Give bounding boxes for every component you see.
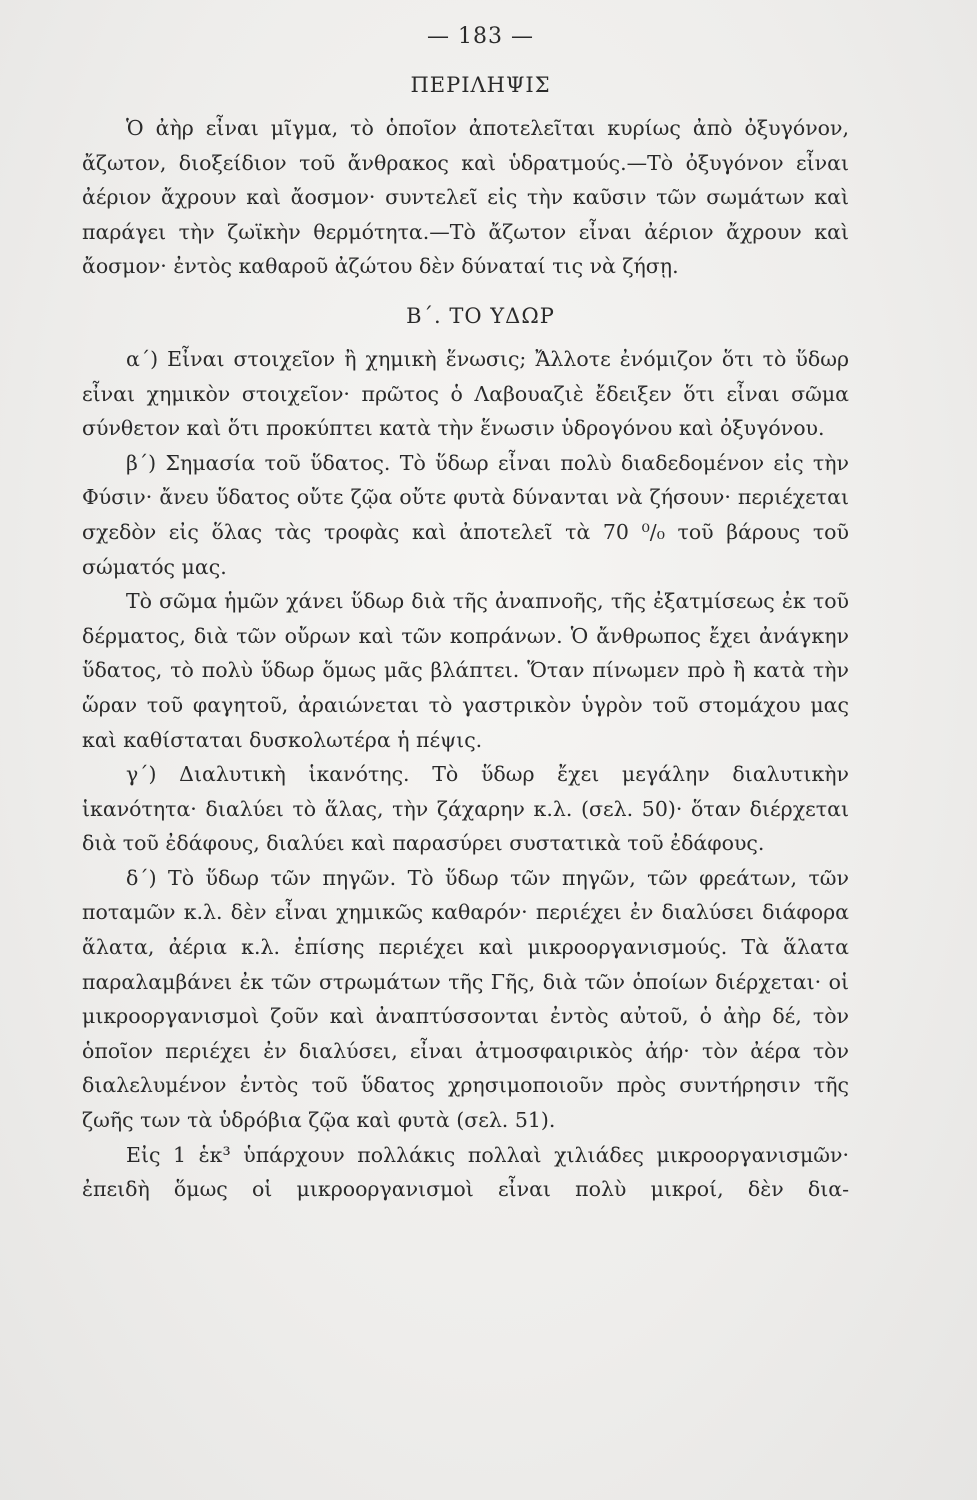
paragraph-c: γ΄) Διαλυτικὴ ἱκανότης. Τὸ ὕδωρ ἔχει μεγάλην διαλυτικὴν ἱκανότητα· διαλύει τὸ ἅλας, τὴν ζάχαρην κ.λ. (σελ. 50)· ὅταν διέρχεται διὰ τοῦ ἐδάφους, διαλύει καὶ παρασύρει συστατικὰ τοῦ ἐδάφους.	[82, 762, 849, 856]
paragraph-b: β΄) Σημασία τοῦ ὕδατος. Τὸ ὕδωρ εἶναι πολὺ διαδεδομένον εἰς τὴν Φύσιν· ἄνευ ὕδατος οὔτε ζῷα οὔτε φυτὰ δύνανται νὰ ζήσουν· περιέχεται σχεδὸν εἰς ὅλας τὰς τροφὰς καὶ ἀποτελεῖ τὰ 70 ⁰/₀ τοῦ βάρους τοῦ σώματός μας.	[82, 450, 849, 579]
summary-heading: ΠΕΡΙΛΗΨΙΣ	[410, 73, 551, 97]
paragraph-b-cont: Τὸ σῶμα ἡμῶν χάνει ὕδωρ διὰ τῆς ἀναπνοῆς, τῆς ἐξατμίσεως ἐκ τοῦ δέρματος, διὰ τῶν οὔρων καὶ τῶν κοπράνων. Ὁ ἄνθρωπος ἔχει ἀνάγκην ὕδατος, τὸ πολὺ ὕδωρ ὅμως μᾶς βλάπτει. Ὅταν πίνωμεν πρὸ ἢ κατὰ τὴν ὥραν τοῦ φαγητοῦ, ἀραιώνεται τὸ γαστρικὸν ὑγρὸν τοῦ στομάχου μας καὶ καθίσταται δυσκολωτέρα ἡ πέψις.	[82, 589, 849, 752]
paragraph-d: δ΄) Τὸ ὕδωρ τῶν πηγῶν. Τὸ ὕδωρ τῶν πηγῶν, τῶν φρεάτων, τῶν ποταμῶν κ.λ. δὲν εἶναι χημικῶς καθαρόν· περιέχει ἐν διαλύσει διάφορα ἅλατα, ἀέρια κ.λ. ἐπίσης περιέχει καὶ μικροοργανισμούς. Τὰ ἅλατα παραλαμβάνει ἐκ τῶν στρωμάτων τῆς Γῆς, διὰ τῶν ὁποίων διέρχεται· οἱ μικροοργανισμοὶ ζοῦν καὶ ἀναπτύσσονται ἐντὸς αὐτοῦ, ὁ ἀὴρ δέ, τὸν ὁποῖον περιέχει ἐν διαλύσει, εἶναι ἀτμοσφαιρικὸς ἀήρ· τὸν ἀέρα τὸν διαλελυμένον ἐντὸς τοῦ ὕδατος χρησιμοποιοῦν πρὸς συντήρησιν τῆς ζωῆς των τὰ ὑδρόβια ζῷα καὶ φυτὰ (σελ. 51).	[82, 865, 849, 1133]
summary-paragraph: Ὁ ἀὴρ εἶναι μῖγμα, τὸ ὁποῖον ἀποτελεῖται κυρίως ἀπὸ ὀξυγόνον, ἄζωτον, διοξείδιον τοῦ ἄνθρακος καὶ ὑδρατμούς.—Τὸ ὀξυγόνον εἶναι ἀέριον ἄχρουν καὶ ἄοσμον· συντελεῖ εἰς τὴν καῦσιν τῶν σωμάτων καὶ παράγει τὴν ζωϊκὴν θερμότητα.—Τὸ ἄζωτον εἶναι ἀέριον ἄχρουν καὶ ἄοσμον· ἐντὸς καθαροῦ ἀζώτου δὲν δύναταί τις νὰ ζήσῃ.	[82, 116, 849, 279]
section-heading: Β΄. ΤΟ ΥΔΩΡ	[406, 303, 555, 328]
page-number: — 183 —	[427, 24, 534, 49]
paragraph-a: α΄) Εἶναι στοιχεῖον ἢ χημικὴ ἕνωσις; Ἄλλοτε ἐνόμιζον ὅτι τὸ ὕδωρ εἶναι χημικὸν στοιχεῖον· πρῶτος ὁ Λαβουαζιὲ ἔδειξεν ὅτι εἶναι σῶμα σύνθετον καὶ ὅτι προκύπτει κατὰ τὴν ἕνωσιν ὑδρογόνου καὶ ὀξυγόνου.	[82, 346, 849, 441]
paragraph-e: Εἰς 1 ἑκ³ ὑπάρχουν πολλάκις πολλαὶ χιλιάδες μικροοργανισμῶν· ἐπειδὴ ὅμως οἱ μικροοργανισμοὶ εἶναι πολὺ μικροί, δὲν δια-	[82, 1142, 849, 1202]
